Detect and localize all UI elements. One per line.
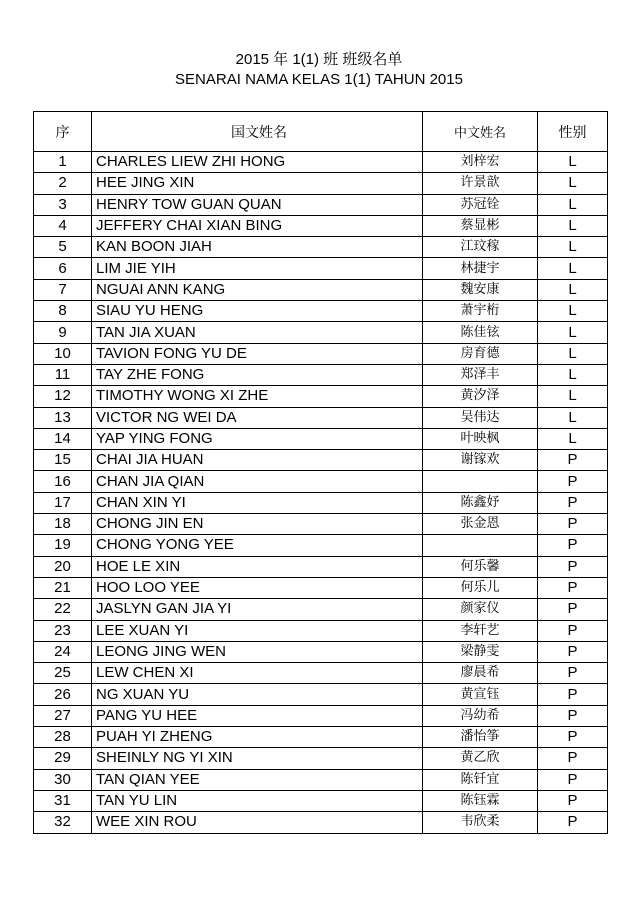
table-row — [34, 599, 608, 620]
row-number-cell: 27 — [34, 705, 92, 726]
gender-cell: P — [538, 748, 608, 769]
table-row — [34, 343, 608, 364]
student-name-cell: VICTOR NG WEI DA — [92, 407, 423, 428]
chinese-name-cell: 冯幼希 — [423, 705, 538, 726]
table-row — [34, 663, 608, 684]
chinese-name-cell: 黄乙欣 — [423, 748, 538, 769]
table-row — [34, 364, 608, 385]
table-row — [34, 152, 608, 173]
gender-cell: L — [538, 237, 608, 258]
row-number-cell: 12 — [34, 386, 92, 407]
student-name-cell: TIMOTHY WONG XI ZHE — [92, 386, 423, 407]
student-name-cell: KAN BOON JIAH — [92, 237, 423, 258]
table-row — [34, 727, 608, 748]
chinese-name-cell: 廖晨希 — [423, 663, 538, 684]
student-name-cell: NG XUAN YU — [92, 684, 423, 705]
student-name-cell: JASLYN GAN JIA YI — [92, 599, 423, 620]
gender-cell: P — [538, 641, 608, 662]
gender-cell: L — [538, 386, 608, 407]
student-name-cell: HEE JING XIN — [92, 173, 423, 194]
student-name-cell: SIAU YU HENG — [92, 301, 423, 322]
chinese-name-cell: 蔡显彬 — [423, 215, 538, 236]
student-name-cell: JEFFERY CHAI XIAN BING — [92, 215, 423, 236]
row-number-cell: 31 — [34, 790, 92, 811]
table-row — [34, 450, 608, 471]
row-number-cell: 16 — [34, 471, 92, 492]
gender-cell: P — [538, 790, 608, 811]
student-name-cell: HOO LOO YEE — [92, 577, 423, 598]
table-row — [34, 620, 608, 641]
table-row — [34, 279, 608, 300]
row-number-cell: 9 — [34, 322, 92, 343]
student-name-cell: YAP YING FONG — [92, 428, 423, 449]
table-row — [34, 684, 608, 705]
table-row — [34, 301, 608, 322]
chinese-name-cell: 萧宇桁 — [423, 301, 538, 322]
gender-cell: L — [538, 322, 608, 343]
row-number-cell: 8 — [34, 301, 92, 322]
page-title-malay: SENARAI NAMA KELAS 1(1) TAHUN 2015 — [175, 71, 463, 88]
chinese-name-cell: 刘梓宏 — [423, 152, 538, 173]
table-header-row — [34, 112, 608, 152]
table-row — [34, 492, 608, 513]
chinese-name-cell: 黄汐泽 — [423, 386, 538, 407]
row-number-cell: 1 — [34, 152, 92, 173]
gender-cell: P — [538, 599, 608, 620]
table-row — [34, 577, 608, 598]
table-row — [34, 556, 608, 577]
row-number-cell: 21 — [34, 577, 92, 598]
chinese-name-cell: 魏安康 — [423, 279, 538, 300]
gender-cell: P — [538, 812, 608, 833]
gender-cell: P — [538, 769, 608, 790]
chinese-name-cell: 何乐馨 — [423, 556, 538, 577]
row-number-cell: 6 — [34, 258, 92, 279]
gender-cell: L — [538, 279, 608, 300]
chinese-name-cell: 李轩艺 — [423, 620, 538, 641]
table-row — [34, 194, 608, 215]
gender-cell: P — [538, 705, 608, 726]
student-name-cell: WEE XIN ROU — [92, 812, 423, 833]
student-name-cell: LIM JIE YIH — [92, 258, 423, 279]
row-number-cell: 25 — [34, 663, 92, 684]
table-row — [34, 514, 608, 535]
student-name-cell: NGUAI ANN KANG — [92, 279, 423, 300]
gender-cell: L — [538, 194, 608, 215]
gender-cell: P — [538, 471, 608, 492]
chinese-name-cell: 潘怡筝 — [423, 727, 538, 748]
row-number-cell: 20 — [34, 556, 92, 577]
table-row — [34, 258, 608, 279]
column-header-chinese-name: 中文姓名 — [423, 112, 538, 152]
student-name-cell: LEW CHEN XI — [92, 663, 423, 684]
gender-cell: P — [538, 450, 608, 471]
table-row — [34, 237, 608, 258]
table-row — [34, 215, 608, 236]
student-name-cell: CHONG JIN EN — [92, 514, 423, 535]
chinese-name-cell: 韦欣柔 — [423, 812, 538, 833]
gender-cell: P — [538, 492, 608, 513]
chinese-name-cell: 谢镓欢 — [423, 450, 538, 471]
chinese-name-cell: 梁静雯 — [423, 641, 538, 662]
gender-cell: L — [538, 301, 608, 322]
chinese-name-cell: 颜家仪 — [423, 599, 538, 620]
row-number-cell: 3 — [34, 194, 92, 215]
student-name-cell: CHAN JIA QIAN — [92, 471, 423, 492]
student-name-cell: HENRY TOW GUAN QUAN — [92, 194, 423, 215]
gender-cell: P — [538, 727, 608, 748]
student-name-cell: CHAN XIN YI — [92, 492, 423, 513]
row-number-cell: 17 — [34, 492, 92, 513]
row-number-cell: 2 — [34, 173, 92, 194]
row-number-cell: 15 — [34, 450, 92, 471]
gender-cell: L — [538, 364, 608, 385]
row-number-cell: 28 — [34, 727, 92, 748]
chinese-name-cell: 叶映枫 — [423, 428, 538, 449]
row-number-cell: 23 — [34, 620, 92, 641]
gender-cell: P — [538, 514, 608, 535]
chinese-name-cell: 房育德 — [423, 343, 538, 364]
chinese-name-cell: 黄宣钰 — [423, 684, 538, 705]
student-name-cell: PANG YU HEE — [92, 705, 423, 726]
student-name-cell: CHARLES LIEW ZHI HONG — [92, 152, 423, 173]
gender-cell: L — [538, 407, 608, 428]
gender-cell: P — [538, 535, 608, 556]
table-row — [34, 173, 608, 194]
table-row — [34, 471, 608, 492]
column-header-number: 序 — [34, 112, 92, 152]
row-number-cell: 30 — [34, 769, 92, 790]
table-row — [34, 705, 608, 726]
student-name-cell: CHAI JIA HUAN — [92, 450, 423, 471]
table-row — [34, 407, 608, 428]
student-name-cell: LEONG JING WEN — [92, 641, 423, 662]
chinese-name-cell: 林捷宇 — [423, 258, 538, 279]
student-name-cell: CHONG YONG YEE — [92, 535, 423, 556]
student-name-cell: SHEINLY NG YI XIN — [92, 748, 423, 769]
gender-cell: P — [538, 556, 608, 577]
row-number-cell: 5 — [34, 237, 92, 258]
class-list-table — [33, 111, 608, 834]
chinese-name-cell — [423, 535, 538, 556]
chinese-name-cell — [423, 471, 538, 492]
chinese-name-cell: 陈佳铉 — [423, 322, 538, 343]
row-number-cell: 4 — [34, 215, 92, 236]
table-row — [34, 769, 608, 790]
table-row — [34, 790, 608, 811]
table-row — [34, 428, 608, 449]
table-row — [34, 748, 608, 769]
gender-cell: L — [538, 173, 608, 194]
row-number-cell: 22 — [34, 599, 92, 620]
student-name-cell: TAN JIA XUAN — [92, 322, 423, 343]
gender-cell: P — [538, 620, 608, 641]
student-name-cell: HOE LE XIN — [92, 556, 423, 577]
row-number-cell: 10 — [34, 343, 92, 364]
gender-cell: L — [538, 152, 608, 173]
table-row — [34, 386, 608, 407]
student-name-cell: LEE XUAN YI — [92, 620, 423, 641]
chinese-name-cell: 何乐儿 — [423, 577, 538, 598]
row-number-cell: 24 — [34, 641, 92, 662]
chinese-name-cell: 江玟稼 — [423, 237, 538, 258]
table-row — [34, 641, 608, 662]
table-row — [34, 322, 608, 343]
row-number-cell: 32 — [34, 812, 92, 833]
student-name-cell: TAN QIAN YEE — [92, 769, 423, 790]
student-name-cell: TAY ZHE FONG — [92, 364, 423, 385]
gender-cell: P — [538, 663, 608, 684]
row-number-cell: 19 — [34, 535, 92, 556]
row-number-cell: 18 — [34, 514, 92, 535]
page-title-chinese: 2015 年 1(1) 班 班级名单 — [235, 51, 403, 68]
chinese-name-cell: 郑泽丰 — [423, 364, 538, 385]
student-name-cell: TAN YU LIN — [92, 790, 423, 811]
chinese-name-cell: 苏冠铨 — [423, 194, 538, 215]
column-header-gender: 性别 — [538, 112, 608, 152]
chinese-name-cell: 吴伟达 — [423, 407, 538, 428]
table-row — [34, 535, 608, 556]
chinese-name-cell: 张金恩 — [423, 514, 538, 535]
row-number-cell: 29 — [34, 748, 92, 769]
row-number-cell: 7 — [34, 279, 92, 300]
gender-cell: L — [538, 215, 608, 236]
gender-cell: L — [538, 258, 608, 279]
student-name-cell: TAVION FONG YU DE — [92, 343, 423, 364]
row-number-cell: 14 — [34, 428, 92, 449]
table-body — [34, 152, 608, 834]
gender-cell: P — [538, 577, 608, 598]
chinese-name-cell: 陈鑫妤 — [423, 492, 538, 513]
chinese-name-cell: 许景歆 — [423, 173, 538, 194]
chinese-name-cell: 陈钎宜 — [423, 769, 538, 790]
column-header-malay-name: 国文姓名 — [92, 112, 423, 152]
chinese-name-cell: 陈钰霖 — [423, 790, 538, 811]
row-number-cell: 26 — [34, 684, 92, 705]
gender-cell: P — [538, 684, 608, 705]
table-row — [34, 812, 608, 833]
gender-cell: L — [538, 343, 608, 364]
row-number-cell: 13 — [34, 407, 92, 428]
gender-cell: L — [538, 428, 608, 449]
row-number-cell: 11 — [34, 364, 92, 385]
student-name-cell: PUAH YI ZHENG — [92, 727, 423, 748]
